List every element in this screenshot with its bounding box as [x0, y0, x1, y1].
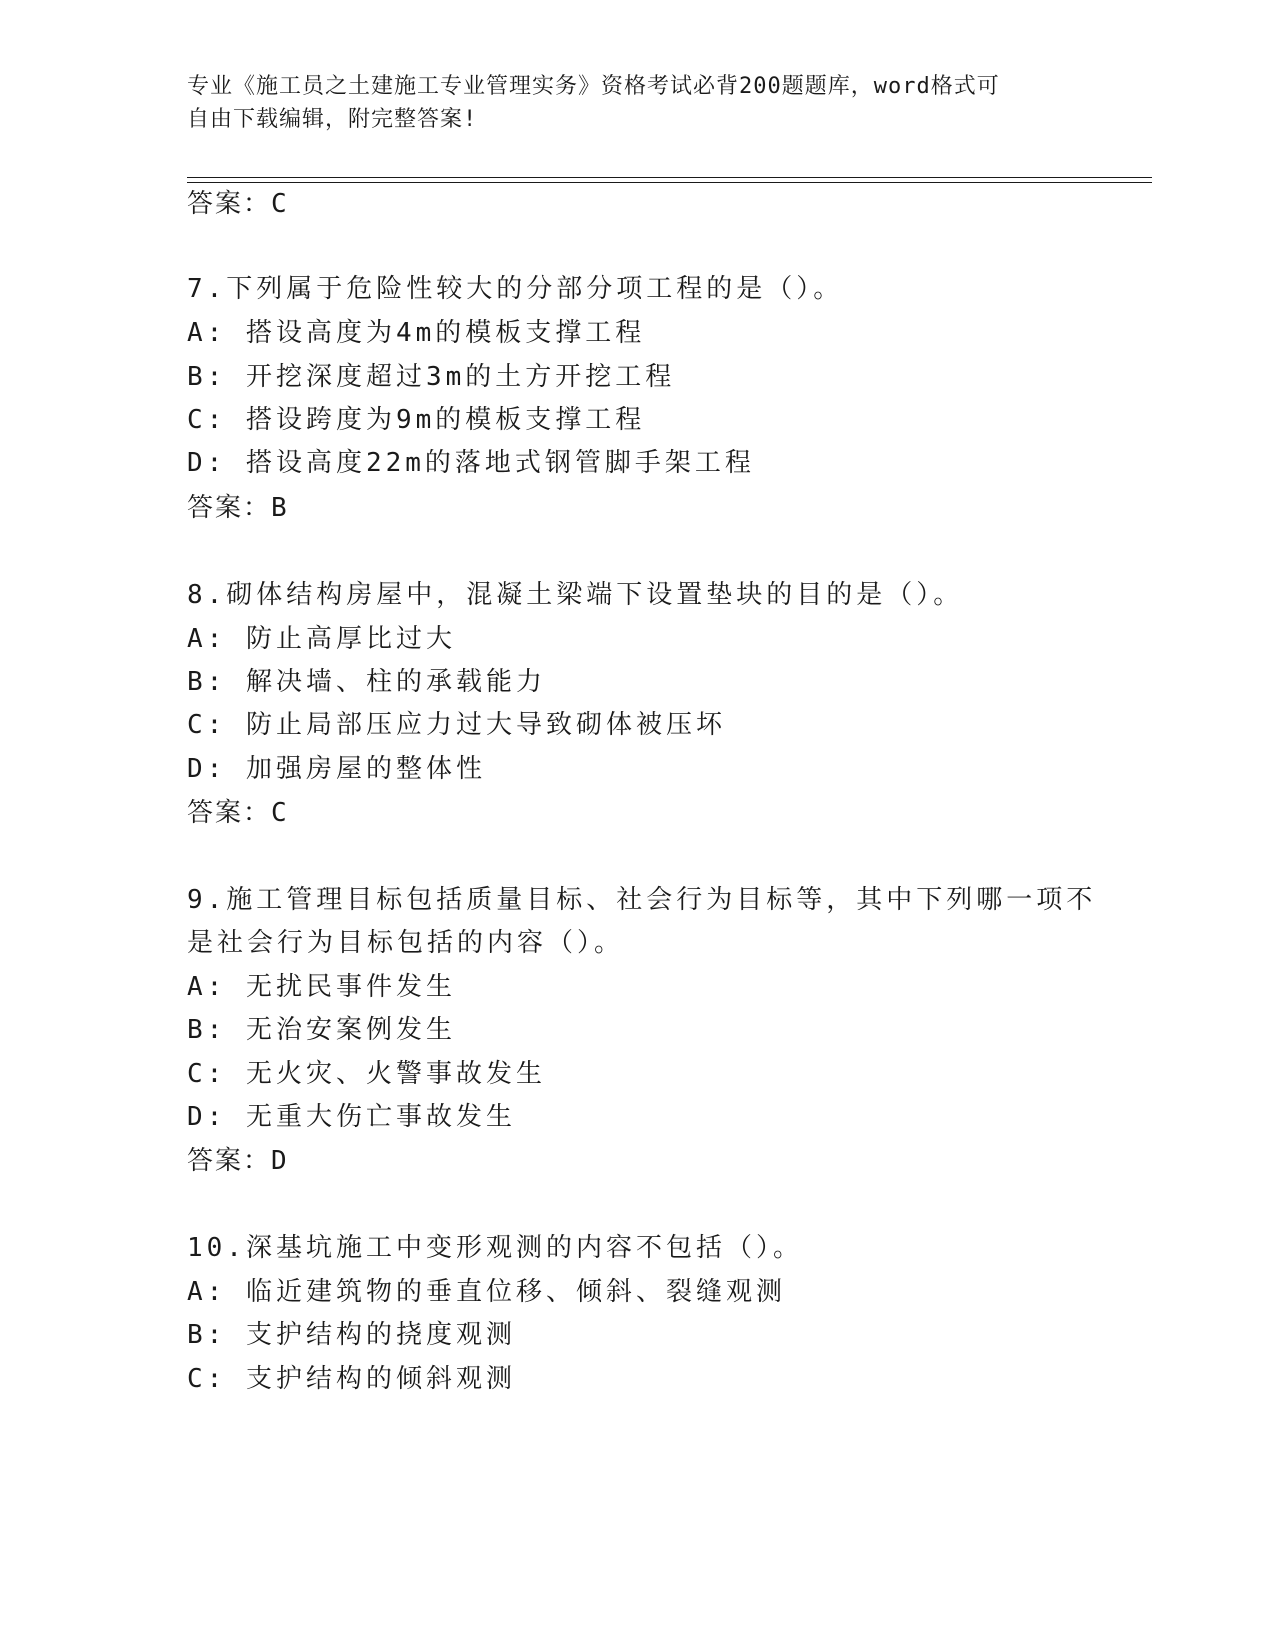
- header-line-2: 自由下载编辑，附完整答案!: [187, 107, 478, 132]
- header-divider-bottom: [187, 182, 1152, 183]
- question-7-option-d: D: 搭设高度22m的落地式钢管脚手架工程: [187, 448, 755, 478]
- question-9-option-b: B: 无治安案例发生: [187, 1015, 456, 1045]
- question-9-stem-line-2: 是社会行为目标包括的内容（）。: [187, 928, 625, 958]
- question-9-option-a: A: 无扰民事件发生: [187, 972, 456, 1002]
- question-8-answer: 答案：C: [187, 798, 289, 828]
- header-line-1: 专业《施工员之土建施工专业管理实务》资格考试必背200题题库，word格式可: [187, 74, 1000, 99]
- question-8-option-a: A: 防止高厚比过大: [187, 624, 456, 654]
- question-7-option-b: B: 开挖深度超过3m的土方开挖工程: [187, 362, 676, 392]
- question-7-option-c: C: 搭设跨度为9m的模板支撑工程: [187, 405, 646, 435]
- question-9-option-d: D: 无重大伤亡事故发生: [187, 1102, 516, 1132]
- question-7-option-a: A: 搭设高度为4m的模板支撑工程: [187, 318, 646, 348]
- header-divider-top: [187, 177, 1152, 178]
- question-9-stem-line-1: 9.施工管理目标包括质量目标、社会行为目标等，其中下列哪一项不: [187, 885, 1097, 915]
- question-9-answer: 答案：D: [187, 1146, 289, 1176]
- question-10-option-a: A: 临近建筑物的垂直位移、倾斜、裂缝观测: [187, 1277, 786, 1307]
- question-7-stem: 7.下列属于危险性较大的分部分项工程的是（）。: [187, 274, 844, 304]
- question-10-stem: 10.深基坑施工中变形观测的内容不包括（）。: [187, 1233, 803, 1263]
- question-8-option-c: C: 防止局部压应力过大导致砌体被压坏: [187, 710, 726, 740]
- question-10-option-c: C: 支护结构的倾斜观测: [187, 1364, 516, 1394]
- document-header: [187, 70, 1087, 136]
- answer-line: 答案：C: [187, 189, 289, 219]
- question-8-stem: 8.砌体结构房屋中，混凝土梁端下设置垫块的目的是（）。: [187, 580, 964, 610]
- question-7-answer: 答案：B: [187, 493, 289, 523]
- question-8-option-d: D: 加强房屋的整体性: [187, 754, 486, 784]
- question-10-option-b: B: 支护结构的挠度观测: [187, 1320, 516, 1350]
- question-9-option-c: C: 无火灾、火警事故发生: [187, 1059, 546, 1089]
- question-8-option-b: B: 解决墙、柱的承载能力: [187, 667, 546, 697]
